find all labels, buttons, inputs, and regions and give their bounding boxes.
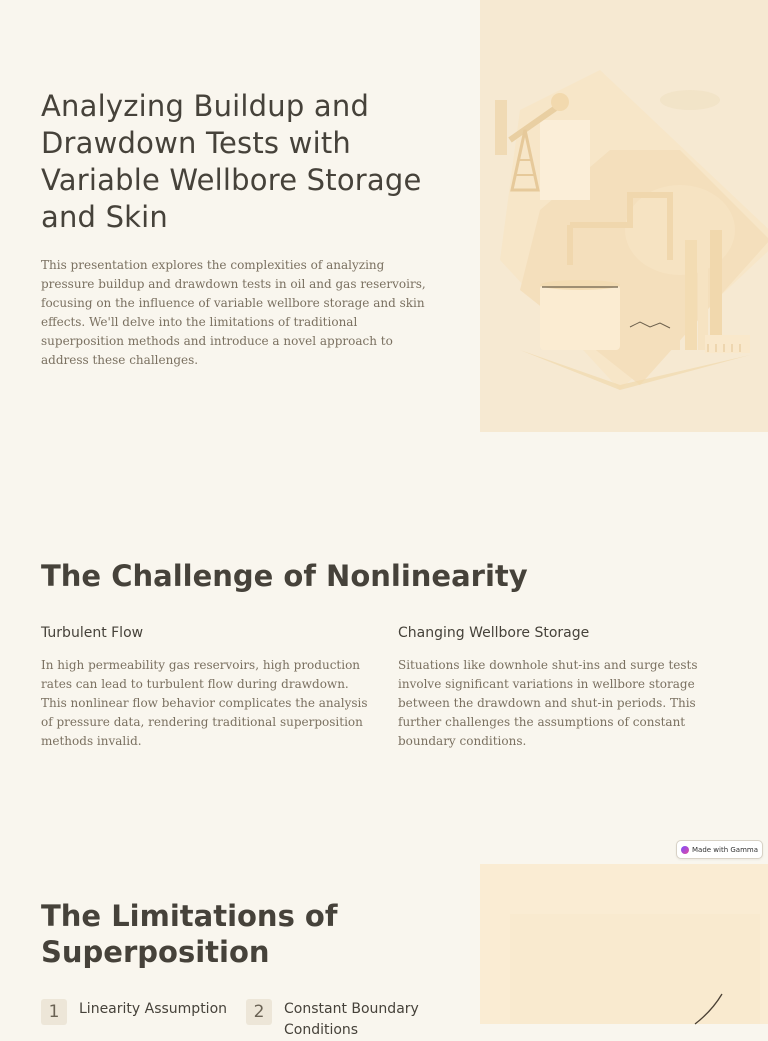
turbulent-flow-heading: Turbulent Flow: [41, 625, 144, 641]
hero-title: Analyzing Buildup and Drawdown Tests with Variable Wellbore Storage and Skin: [41, 89, 422, 234]
wellbore-storage-block: [398, 624, 728, 751]
limitations-illustration: [480, 864, 768, 1024]
gamma-logo-icon: [681, 846, 689, 854]
section-title-limitations: The Limitations of Superposition: [41, 899, 338, 969]
limitation-label: Linearity Assumption: [79, 1001, 228, 1017]
limitation-item: [41, 999, 239, 1025]
made-with-gamma-badge[interactable]: [676, 840, 763, 859]
limitation-number: 1: [41, 999, 67, 1025]
graph-illustration-icon: [480, 864, 768, 1024]
hero-illustration: [480, 0, 768, 432]
limitation-number: 2: [246, 999, 272, 1025]
hero-description: This presentation explores the complexities of analyzing pressure buildup and drawdown tests in oil and gas reservoirs, focusing on the influence of variable wellbore storage and skin effects. We'll delve into the limitations of traditional superposition methods and introduce a novel approach to address these challenges.: [41, 258, 426, 367]
turbulent-flow-text: In high permeability gas reservoirs, high production rates can lead to turbulent flow during drawdown. This nonlinear flow behavior complicates the analysis of pressure data, rendering traditional superposition methods invalid.: [41, 658, 368, 748]
gamma-badge-label: Made with Gamma: [691, 845, 759, 854]
oil-refinery-illustration-icon: [480, 0, 768, 432]
section-title-nonlinearity: The Challenge of Nonlinearity: [41, 559, 528, 593]
turbulent-flow-block: [41, 624, 371, 751]
wellbore-storage-text: Situations like downhole shut-ins and surge tests involve significant variations in wellbore storage between the drawdown and shut-in periods. This further challenges the assumptions of constant boundary conditions.: [398, 658, 698, 748]
wellbore-storage-heading: Changing Wellbore Storage: [398, 625, 590, 641]
limitation-item: [246, 999, 444, 1041]
limitation-label: Constant Boundary Conditions: [284, 1001, 419, 1038]
